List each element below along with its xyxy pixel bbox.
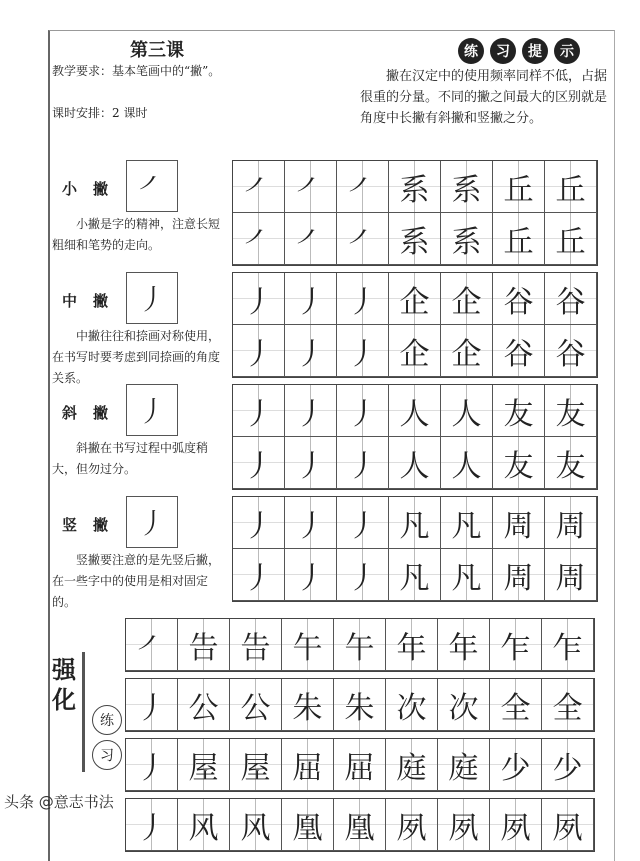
grid-cell: 夙	[542, 799, 594, 851]
grid-cell: 屋	[178, 739, 230, 791]
grid-cell: 午	[334, 619, 386, 671]
stroke-name: 中撇	[62, 292, 125, 310]
grid-cell: 庭	[386, 739, 438, 791]
grid-cell: 乍	[490, 619, 542, 671]
grid-cell: 丿	[337, 385, 389, 437]
practice-grid	[232, 496, 598, 602]
grid-cell: 周	[493, 497, 545, 549]
practice-row	[125, 738, 595, 792]
grid-cell: 全	[542, 679, 594, 731]
grid-cell: 庭	[438, 739, 490, 791]
grid-cell: 告	[230, 619, 282, 671]
grid-cell: 周	[545, 497, 597, 549]
practice-tip-text: 撇在汉定中的使用频率同样不低，占据很重的分量。不同的撇之间最大的区别就是角度中长撇有斜撇和竖撇之分。	[360, 69, 608, 126]
lesson-title: 第三课	[130, 40, 184, 61]
grid-cell: 屋	[230, 739, 282, 791]
grid-cell: 系	[389, 161, 441, 213]
grid-cell: 丿	[233, 273, 285, 325]
stroke-name: 竖撇	[62, 516, 125, 534]
grid-cell: 丿	[337, 273, 389, 325]
stroke-example-box: 丿	[126, 496, 178, 548]
stroke-example-box: ㇒	[126, 160, 178, 212]
grid-cell: 次	[438, 679, 490, 731]
grid-cell: ㇒	[126, 619, 178, 671]
divider	[82, 652, 85, 772]
grid-cell: 凰	[334, 799, 386, 851]
tip-badge: 练	[458, 38, 484, 64]
grid-cell: 丿	[233, 325, 285, 377]
grid-cell: 丿	[285, 325, 337, 377]
grid-cell: 风	[178, 799, 230, 851]
grid-cell: 丘	[493, 213, 545, 265]
grid-cell: 丿	[233, 497, 285, 549]
grid-cell: 丿	[126, 739, 178, 791]
grid-cell: 午	[282, 619, 334, 671]
grid-cell: 谷	[493, 273, 545, 325]
grid-cell: 丿	[285, 273, 337, 325]
grid-cell: 企	[389, 325, 441, 377]
grid-cell: 人	[441, 437, 493, 489]
grid-cell: 丿	[126, 799, 178, 851]
grid-cell: 凡	[389, 497, 441, 549]
grid-cell: 凡	[441, 497, 493, 549]
grid-cell: 企	[441, 273, 493, 325]
grid-cell: 凡	[441, 549, 493, 601]
grid-cell: ㇒	[337, 161, 389, 213]
grid-cell: 系	[441, 161, 493, 213]
practice-row	[125, 618, 595, 672]
grid-cell: 屈	[334, 739, 386, 791]
grid-cell: 少	[490, 739, 542, 791]
practice-grid	[232, 272, 598, 378]
grid-cell: 全	[490, 679, 542, 731]
grid-cell: 友	[545, 385, 597, 437]
stroke-example-box: 丿	[126, 272, 178, 324]
grid-cell: 人	[441, 385, 493, 437]
stroke-name: 斜撇	[62, 404, 125, 422]
grid-cell: 年	[438, 619, 490, 671]
grid-cell: 企	[441, 325, 493, 377]
grid-cell: 谷	[493, 325, 545, 377]
grid-cell: 乍	[542, 619, 594, 671]
grid-cell: 凡	[389, 549, 441, 601]
grid-cell: 丘	[493, 161, 545, 213]
grid-cell: 丿	[233, 549, 285, 601]
grid-cell: ㇒	[233, 213, 285, 265]
grid-cell: 系	[389, 213, 441, 265]
grid-cell: ㇒	[285, 213, 337, 265]
grid-cell: 风	[230, 799, 282, 851]
lesson-schedule: 课时安排：2 课时	[52, 106, 148, 120]
stroke-description: 中撇往往和捺画对称使用，在书写时要考虑到同捺画的角度关系。	[52, 329, 221, 385]
grid-cell: 丿	[233, 437, 285, 489]
practice-subtitle-badge: 习	[92, 740, 122, 770]
practice-grid	[232, 384, 598, 490]
practice-grid	[232, 160, 598, 266]
grid-cell: 丿	[285, 437, 337, 489]
grid-cell: 丿	[337, 549, 389, 601]
grid-cell: 丿	[285, 385, 337, 437]
grid-cell: 丿	[285, 549, 337, 601]
grid-cell: 谷	[545, 273, 597, 325]
practice-subtitle-badge: 练	[92, 705, 122, 735]
tip-badge: 示	[554, 38, 580, 64]
grid-cell: 丿	[233, 385, 285, 437]
grid-cell: 公	[178, 679, 230, 731]
grid-cell: 周	[545, 549, 597, 601]
grid-cell: 人	[389, 437, 441, 489]
practice-row	[125, 798, 595, 852]
grid-cell: 丿	[337, 437, 389, 489]
grid-cell: 凰	[282, 799, 334, 851]
grid-cell: 年	[386, 619, 438, 671]
grid-cell: 丿	[285, 497, 337, 549]
grid-cell: 朱	[334, 679, 386, 731]
grid-cell: ㇒	[337, 213, 389, 265]
practice-tips-heading	[458, 38, 580, 64]
practice-title: 强化	[52, 655, 76, 714]
grid-cell: 周	[493, 549, 545, 601]
grid-cell: 企	[389, 273, 441, 325]
grid-cell: 次	[386, 679, 438, 731]
grid-cell: ㇒	[233, 161, 285, 213]
grid-cell: 丿	[337, 497, 389, 549]
stroke-description: 竖撇要注意的是先竖后撇，在一些字中的使用是相对固定的。	[52, 553, 221, 609]
grid-cell: 夙	[438, 799, 490, 851]
grid-cell: 告	[178, 619, 230, 671]
grid-cell: 夙	[386, 799, 438, 851]
grid-cell: 公	[230, 679, 282, 731]
grid-cell: 人	[389, 385, 441, 437]
stroke-description: 小撇是字的精神，注意长短粗细和笔势的走向。	[52, 217, 221, 252]
grid-cell: 系	[441, 213, 493, 265]
grid-cell: 友	[493, 385, 545, 437]
tip-badge: 提	[522, 38, 548, 64]
grid-cell: 屈	[282, 739, 334, 791]
grid-cell: 少	[542, 739, 594, 791]
watermark: 头条 @意志书法	[4, 793, 114, 811]
grid-cell: 丿	[337, 325, 389, 377]
grid-cell: 丘	[545, 161, 597, 213]
grid-cell: 朱	[282, 679, 334, 731]
stroke-example-box: 丿	[126, 384, 178, 436]
practice-row	[125, 678, 595, 732]
grid-cell: 夙	[490, 799, 542, 851]
grid-cell: 谷	[545, 325, 597, 377]
stroke-description: 斜撇在书写过程中弧度稍大，但勿过分。	[52, 441, 209, 476]
grid-cell: 丘	[545, 213, 597, 265]
grid-cell: 友	[493, 437, 545, 489]
teaching-requirement: 教学要求：基本笔画中的“撇”。	[52, 64, 221, 78]
grid-cell: 丿	[126, 679, 178, 731]
grid-cell: 友	[545, 437, 597, 489]
grid-cell: ㇒	[285, 161, 337, 213]
tip-badge: 习	[490, 38, 516, 64]
stroke-name: 小撇	[62, 180, 125, 198]
